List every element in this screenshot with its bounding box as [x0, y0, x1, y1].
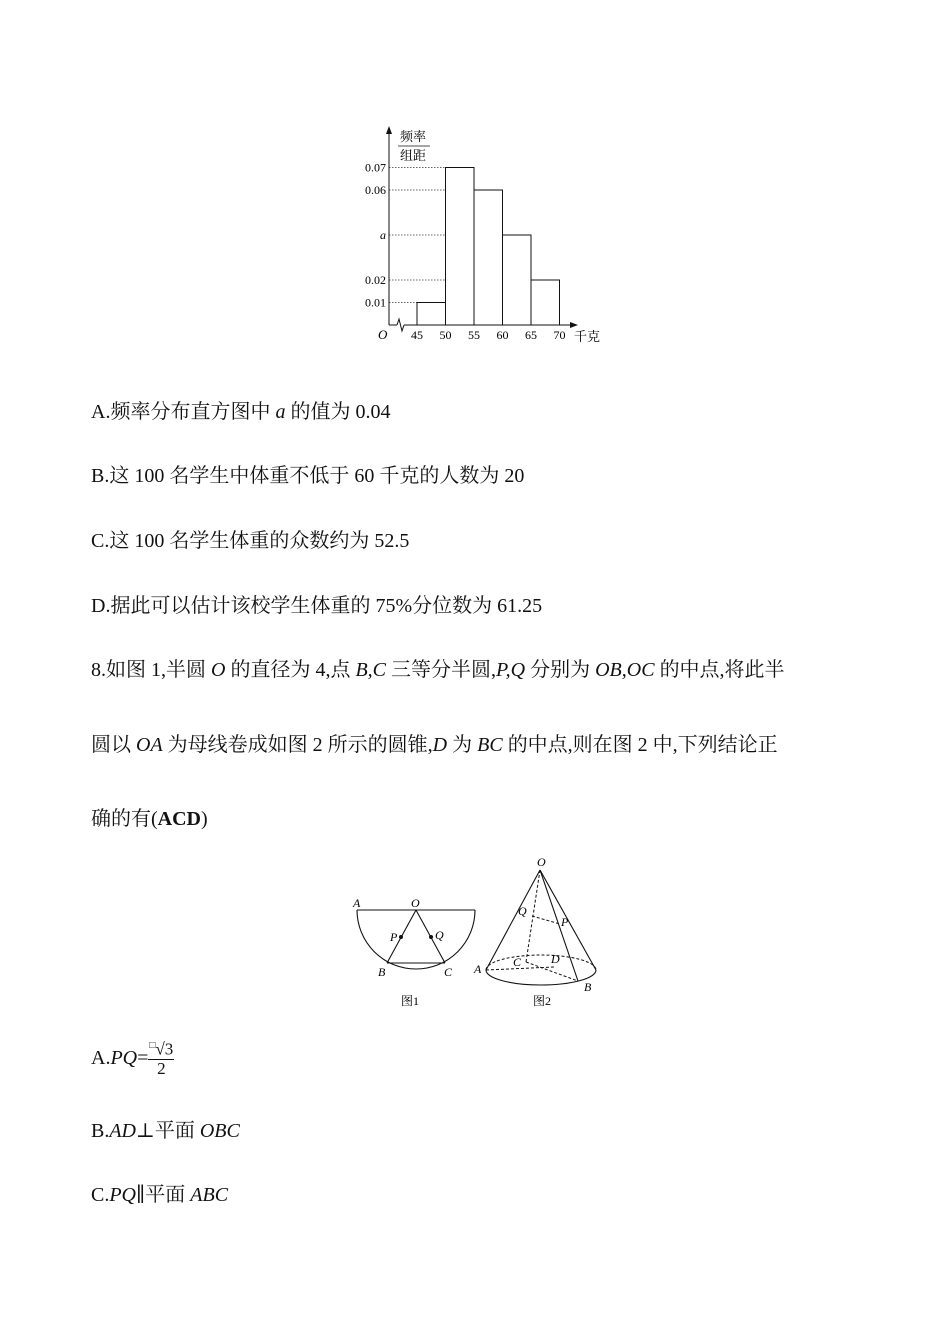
q8-l2-v1: OA	[136, 734, 163, 756]
option-8b-prefix: B.	[91, 1120, 110, 1142]
frequency-histogram	[360, 122, 620, 352]
option-8a-prefix: A.	[91, 1047, 111, 1070]
histogram-bar-50-55	[446, 168, 475, 326]
option-7a	[91, 395, 390, 424]
option-7a-suffix: 的值为 0.04	[285, 401, 391, 423]
y-tick-label-4: 0.01	[365, 295, 386, 310]
fig1-label-P: P	[390, 930, 398, 944]
option-8b-var2: OBC	[199, 1120, 240, 1142]
fig2-label-P: P	[561, 915, 569, 929]
q8-l1-v3: P,Q	[496, 659, 526, 681]
q8-l3-t1: 确的有(	[91, 808, 158, 830]
option-7d: D.据此可以估计该校学生体重的 75%分位数为 61.25	[91, 595, 543, 617]
q8-l1-t4: 分别为	[525, 659, 596, 681]
y-tick-label-1: 0.06	[365, 183, 386, 197]
x-tick-label-55: 55	[468, 328, 480, 342]
q8-l2-t2: 为母线卷成如图 2 所示的圆锥,	[162, 734, 433, 756]
q8-l1-t5: 的中点,将此半	[654, 659, 785, 681]
fig2-label-D: D	[551, 952, 560, 966]
q8-l2-t3: 为	[447, 734, 478, 756]
fig2-caption: 图2	[533, 994, 552, 1008]
x-tick-label-50: 50	[439, 328, 452, 342]
option-8b-mid: ⊥平面	[136, 1120, 200, 1142]
q8-l1-v4: OB,OC	[595, 659, 655, 681]
q8-l1-t3: 三等分半圆,	[386, 659, 497, 681]
y-axis-label-top: 频率	[400, 129, 427, 144]
fig1-point-Q	[429, 935, 433, 939]
option-8a	[91, 1040, 174, 1079]
y-tick-label-2: a	[380, 228, 386, 242]
x-tick-label-70: 70	[553, 328, 566, 342]
histogram-bars	[417, 168, 560, 326]
histogram-bar-55-60	[474, 190, 503, 325]
option-8c	[91, 1178, 228, 1207]
option-8a-sqrt: √3	[155, 1039, 174, 1059]
q8-l2-v2: D	[432, 734, 448, 756]
histogram-bar-65-70	[531, 280, 560, 325]
q8-l3-t2: )	[201, 808, 208, 830]
option-7c: C.这 100 名学生体重的众数约为 52.5	[91, 530, 410, 552]
x-tick-label-60: 60	[496, 328, 509, 342]
q8-l1-t2: 的直径为 4,点	[225, 659, 356, 681]
question-8-line-2	[91, 728, 778, 757]
fig1-label-A: A	[353, 896, 361, 910]
x-tick-label-65: 65	[525, 328, 537, 342]
option-8a-denominator: 2	[157, 1059, 166, 1079]
fig2-label-Q: Q	[518, 904, 527, 918]
x-tick-labels	[411, 328, 566, 342]
fig2-label-B: B	[584, 980, 592, 994]
axis-break-mark	[397, 319, 404, 331]
fig1-point-P	[399, 935, 403, 939]
q8-answer: ACD	[157, 808, 202, 830]
fig1-caption: 图1	[401, 994, 420, 1008]
y-axis-arrow	[386, 126, 392, 134]
q8-l2-v3: BC	[477, 734, 503, 756]
q8-l2-t4: 的中点,则在图 2 中,下列结论正	[502, 734, 778, 756]
q8-l1-v2: B,C	[355, 659, 387, 681]
y-axis-label-bottom: 组距	[400, 148, 427, 163]
option-8c-prefix: C.	[91, 1184, 110, 1206]
option-8a-eq: =	[137, 1047, 149, 1070]
fig2-label-O: O	[537, 855, 546, 869]
fig2-label-A: A	[474, 962, 482, 976]
option-8c-var: PQ	[109, 1184, 137, 1206]
option-8a-fraction	[148, 1040, 174, 1079]
question-8-line-1	[91, 653, 785, 682]
fig1-label-B: B	[378, 965, 386, 979]
fig1-label-Q: Q	[435, 928, 444, 942]
option-8a-var: PQ	[110, 1047, 138, 1070]
figure-1-semicircle	[345, 850, 485, 1010]
q8-l1-v1: O	[211, 659, 226, 681]
fig1-label-O: O	[411, 896, 420, 910]
fig1-arc	[357, 910, 475, 969]
fig2-label-C: C	[513, 955, 522, 969]
figure-2-cone	[470, 850, 610, 1010]
question-8-line-3	[91, 802, 208, 831]
option-8b	[91, 1114, 240, 1143]
x-tick-label-45: 45	[411, 328, 423, 342]
histogram-bar-45-50	[417, 303, 446, 326]
option-8c-var2: ABC	[190, 1184, 229, 1206]
option-7b: B.这 100 名学生中体重不低于 60 千克的人数为 20	[91, 465, 525, 487]
y-tick-labels	[365, 161, 386, 310]
option-8a-placeholder-box: □	[149, 1040, 156, 1051]
option-7a-prefix: A.频率分布直方图中	[91, 401, 276, 423]
y-tick-label-0: 0.07	[365, 160, 386, 175]
origin-label: O	[378, 327, 388, 342]
histogram-bar-60-65	[503, 235, 532, 325]
y-tick-label-3: 0.02	[365, 273, 386, 287]
fig1-label-C: C	[444, 965, 453, 979]
option-7a-var: a	[275, 401, 286, 423]
option-8c-mid: ∥平面	[136, 1184, 191, 1206]
q8-l1-t1: 8.如图 1,半圆	[91, 659, 211, 681]
option-8b-var: AD	[109, 1120, 137, 1142]
fig2-base-front	[486, 970, 596, 985]
q8-l2-t1: 圆以	[91, 734, 136, 756]
option-8a-numerator	[148, 1040, 174, 1060]
x-axis-label: 千克	[574, 329, 601, 344]
x-axis-arrow	[570, 322, 578, 328]
